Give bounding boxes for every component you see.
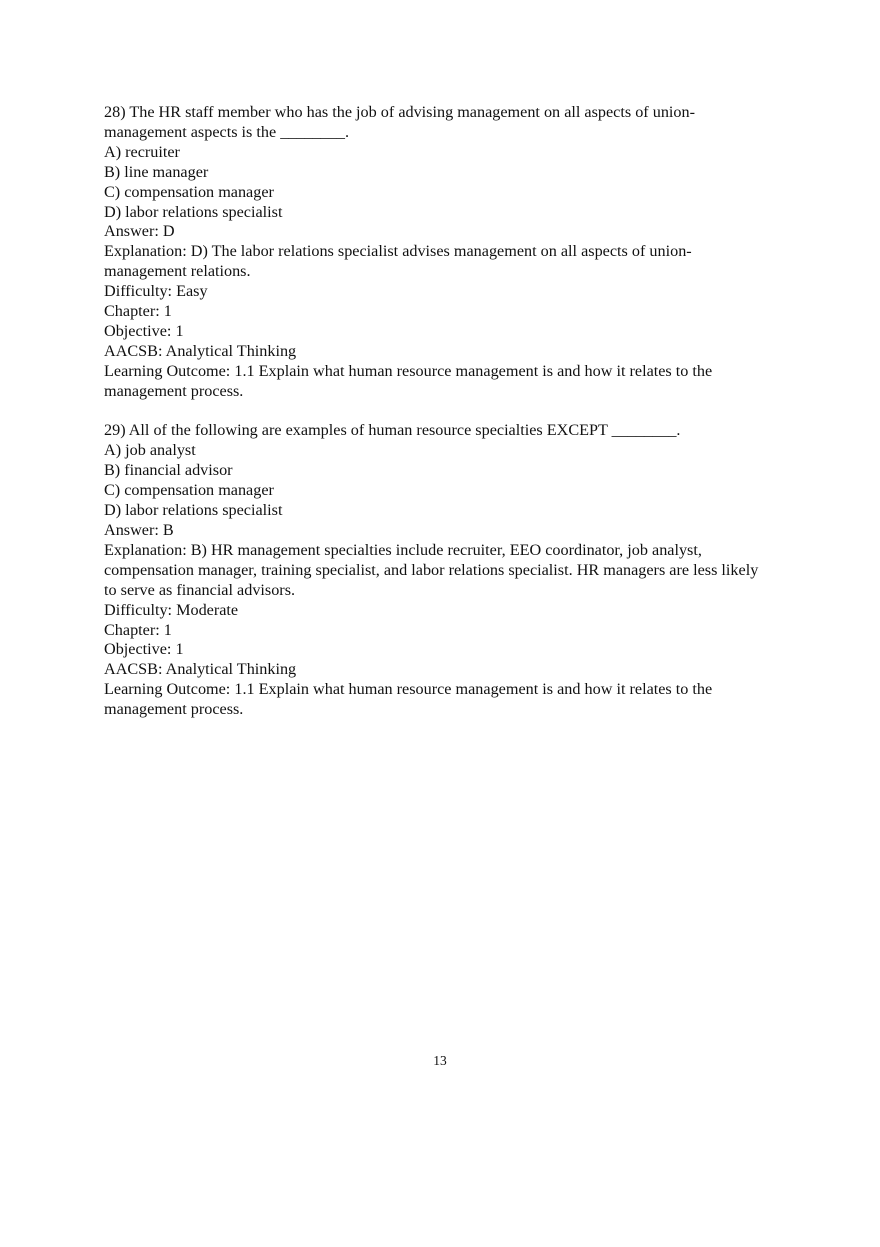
option-a: A) recruiter (104, 142, 180, 161)
learning-outcome: Learning Outcome: 1.1 Explain what human resource management is and how it relates to the management process. (104, 680, 713, 719)
answer: Answer: B (104, 521, 174, 540)
learning-outcome: Learning Outcome: 1.1 Explain what human resource management is and how it relates to the management process. (104, 361, 713, 400)
difficulty: Difficulty: Easy (104, 282, 208, 301)
question-28 (104, 103, 764, 402)
question-29 (104, 421, 764, 720)
option-c: C) compensation manager (104, 481, 274, 500)
option-a: A) job analyst (104, 441, 196, 460)
objective: Objective: 1 (104, 321, 184, 340)
option-d: D) labor relations specialist (104, 501, 283, 520)
aacsb: AACSB: Analytical Thinking (104, 660, 297, 679)
option-c: C) compensation manager (104, 182, 274, 201)
question-stem: 28) The HR staff member who has the job of advising management on all aspects of union-management aspects is the ________. (104, 103, 696, 141)
explanation: Explanation: D) The labor relations specialist advises management on all aspects of union-management relations. (104, 242, 692, 281)
difficulty: Difficulty: Moderate (104, 600, 239, 619)
option-b: B) line manager (104, 162, 209, 181)
page-content (104, 103, 764, 740)
explanation: Explanation: B) HR management specialties include recruiter, EEO coordinator, job analyst, compensation manager, training specialist, and labor relations specialist. HR managers are less likely to serve as financial advisors. (104, 540, 759, 599)
option-b: B) financial advisor (104, 461, 233, 480)
option-d: D) labor relations specialist (104, 202, 283, 221)
page-number: 13 (433, 1053, 447, 1068)
aacsb: AACSB: Analytical Thinking (104, 341, 297, 360)
chapter: Chapter: 1 (104, 620, 172, 639)
answer: Answer: D (104, 222, 175, 241)
objective: Objective: 1 (104, 640, 184, 659)
question-stem: 29) All of the following are examples of human resource specialties EXCEPT ________. (104, 421, 681, 440)
chapter: Chapter: 1 (104, 302, 172, 321)
